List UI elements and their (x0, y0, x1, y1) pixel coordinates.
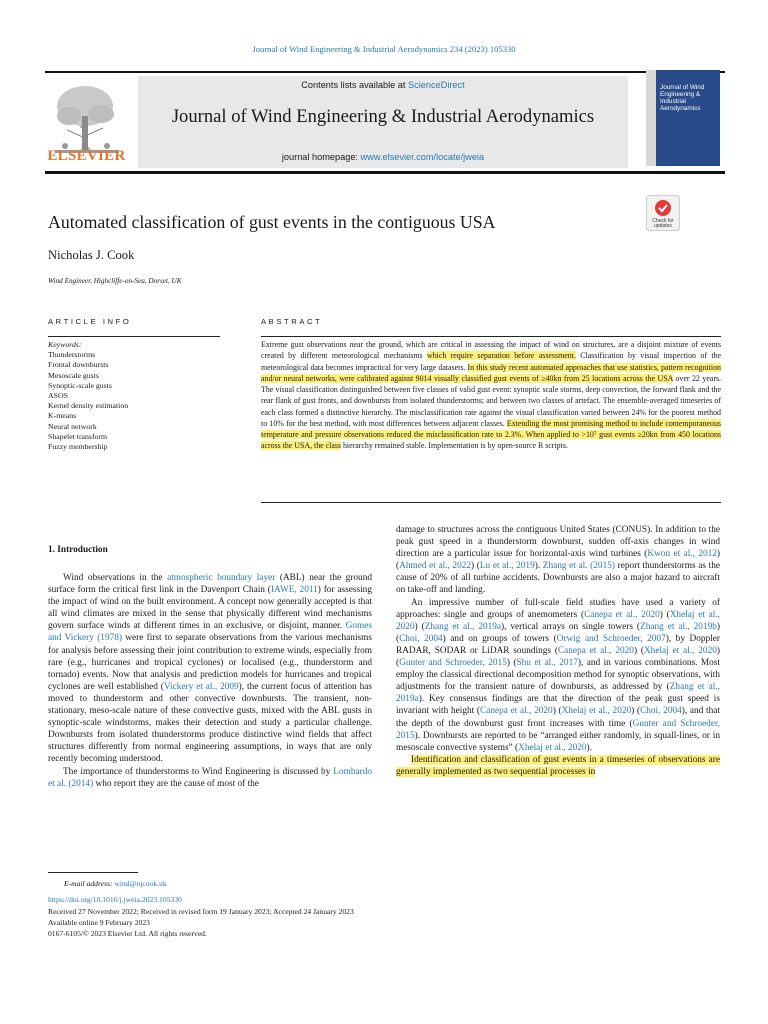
citation-link[interactable]: Kwon et al., 2012 (647, 549, 717, 560)
citation-link[interactable]: Orwig and Schroeder, 2007 (556, 633, 666, 644)
highlighted-text: Identification and classification of gust events in a timeseries of observations are generally implemented as two sequential processes in (396, 754, 720, 777)
citation-link[interactable]: Choi, 2004 (640, 706, 682, 717)
sciencedirect-link[interactable]: ScienceDirect (408, 80, 465, 90)
text-run: ) ( (471, 561, 480, 572)
contents-prefix: Contents lists available at (301, 80, 409, 90)
citation-link[interactable]: Xhelaj et al., 2020 (396, 609, 720, 632)
text-run: ), the current focus of attention has moved to thunderstorm and other convective downbursts. The transient, non-stationary, meso-scale nature of these convective gusts, mixed with the ABL gusts in synoptic-scale windstorms, makes their detection and study a particular challenge. Downbursts from isolated thunderstorms produce distinctive wind fields that affect structures differently from normal engineering assumptions, in ways that are only recently becoming understood. (48, 681, 372, 765)
text-run: ) and on groups of towers ( (442, 633, 557, 644)
citation-link[interactable]: Canepa et al., 2020 (480, 706, 553, 717)
email-line (48, 878, 548, 889)
keywords-list (48, 340, 128, 452)
citation-link[interactable]: Zhang et al. (2015) (542, 561, 615, 572)
citation-link[interactable]: Shu et al., 2017 (516, 658, 578, 669)
text-run: ) ( (552, 706, 562, 717)
homepage-prefix: journal homepage: (281, 152, 361, 162)
header-bottom-rule (45, 171, 725, 174)
text-run: ) ( (633, 645, 644, 656)
text-run: ) ( (659, 609, 670, 620)
journal-homepage-link[interactable]: www.elsevier.com/locate/jweia (360, 152, 485, 162)
abstract-highlight: In this study recent automated approaches that use statistics, pattern recognition and/or neural networks, were calibrated against 9014 visually classified gust events of ≥40kn from 25 locations across the USA (261, 362, 721, 383)
contents-line (138, 80, 628, 90)
citation-link[interactable]: Gunter and Schroeder, 2015 (399, 658, 507, 669)
citation-link[interactable]: Xhelaj et al., 2020 (643, 645, 717, 656)
keyword: Kernel density estimation (48, 401, 129, 411)
article-info-heading: ARTICLE INFO (48, 317, 132, 326)
text-run: report thunderstorms as the cause of 20% of all turbine accidents. Downbursts are also a major hazard to aircraft on take-off and landing. (396, 561, 720, 596)
citation-link[interactable]: Gomes and Vickery (1978) (48, 621, 372, 644)
abstract-highlight: Extending the most promising method to include contemporaneous temperature and pressure observations reduced the misclassification rate to 2.3%. When applied to >10⁷ gust events ≥20kn from 450 locations across the USA, the class (261, 418, 722, 451)
keyword: Shapelet transform (48, 431, 108, 441)
citation-link[interactable]: Vickery et al., 2009 (163, 681, 239, 692)
text-run: Wind observations in the (63, 573, 168, 583)
citation-link[interactable]: Zhang et al., 2019a (424, 621, 502, 632)
text-run: ) for assessing the impact of wind on the built environment. A concept now generally accepted is that all wind climates are mixed in the sense that physically different wind mechanisms govern surface winds at different times in an exclusive, or disjoint, manner. (48, 585, 372, 632)
paragraph (396, 597, 720, 754)
text-run: ) ( (396, 645, 720, 669)
author-email-link[interactable]: wind@njcook.uk (114, 879, 167, 888)
citation-link[interactable]: Ahmed et al., 2022 (399, 561, 472, 572)
body-column-right (396, 524, 720, 778)
text-run: ). (586, 742, 592, 753)
article-footer (48, 878, 548, 939)
keyword: Neural network (48, 421, 97, 431)
text-run: ). Key consensus findings are that the direction of the peak gust speed is invariant with height ( (396, 694, 720, 717)
abstract-rule (261, 336, 721, 337)
text-run: The importance of thunderstorms to Wind Engineering is discussed by (63, 766, 334, 777)
text-run: damage to structures across the contiguous United States (CONUS). In addition to the peak gust speed in a thunderstorm downburst, sudden off-axis changes in wind direction are a particular issue for horizontal-axis wind turbines ( (396, 525, 720, 560)
keyword: ASOS (48, 391, 68, 401)
section-heading-introduction: 1. Introduction (48, 545, 108, 555)
check-for-updates-icon[interactable] (646, 195, 680, 231)
abstract-part: Extreme gust observations near the ground, which are critical in assessing the impact of wind on structures, are a disjoint mixture of events created by different meteorological mechanisms (261, 340, 721, 361)
citation-link[interactable]: Zhang et al., 2019b (640, 621, 717, 632)
text-run: (ABL) near the ground surface form the critical first link in the Davenport Chain ( (48, 573, 372, 596)
paragraph (48, 766, 372, 790)
received-dates: Received 27 November 2022; Received in revised form 19 January 2023; Accepted 24 January 2023 (48, 906, 354, 916)
keyword: Frontal downbursts (48, 360, 109, 370)
citation-link[interactable]: Canepa et al., 2020 (584, 609, 660, 620)
citation-link[interactable]: IAWE, 2011 (270, 585, 318, 596)
citation-link[interactable]: Lu et al., 2019 (479, 561, 535, 572)
homepage-line (138, 152, 628, 162)
citation-link[interactable]: Xhelaj et al., 2020 (518, 742, 587, 753)
available-online: Available online 9 February 2023 (48, 917, 150, 927)
paragraph (396, 524, 720, 597)
text-run: ), and in various combinations. Most employ the classical directional decomposition method for synoptic observations, with adjustments for the transient nature of downbursts, as addressed by ( (396, 658, 720, 693)
keywords-label: Keywords: (48, 340, 82, 349)
paragraph (396, 754, 720, 778)
cover-strip (646, 70, 656, 166)
text-run: An impressive number of full-scale field studies have used a variety of approaches: single and groups of anemometers ( (396, 597, 720, 620)
email-label: E-mail address: (64, 879, 115, 888)
copyright: 0167-6105/© 2023 Elsevier Ltd. All rights reserved. (48, 929, 207, 939)
text-run: ). (534, 561, 543, 572)
body-column-left (48, 572, 372, 790)
header-top-rule (45, 71, 725, 73)
abstract-part: hierarchy remained stable. Implementation is by open-source R scripts. (341, 441, 568, 451)
text-run: ) ( (631, 706, 641, 717)
text-run: ) ( (414, 621, 425, 632)
footnote-rule (48, 872, 138, 873)
citation-link[interactable]: Choi, 2004 (399, 633, 443, 644)
abstract-highlight: which require separation before assessment. (427, 351, 576, 361)
paragraph (48, 572, 372, 766)
text-run: ). Downbursts are reported to be “arranged either randomly, in squall-lines, or in mesoscale convective systems” ( (396, 730, 720, 753)
abstract-bottom-rule (261, 502, 721, 503)
citation-link[interactable]: Gunter and Schroeder, 2015 (396, 718, 720, 741)
elsevier-wordmark: ELSEVIER (47, 148, 126, 164)
abstract-heading: ABSTRACT (261, 317, 323, 326)
citation-link[interactable]: Canepa et al., 2020 (557, 645, 634, 656)
abstract-part: Classification by visual inspection of the meteorological data becomes impractical for very large datasets. (261, 351, 721, 372)
svg-text:updates: updates (654, 223, 672, 229)
citation-link[interactable]: Lombardo et al. (2014) (48, 766, 372, 789)
svg-text:Check for: Check for (652, 218, 674, 224)
citation-link[interactable]: atmospheric boundary layer (167, 573, 276, 583)
keyword: Thunderstorms (48, 350, 96, 360)
author-name: Nicholas J. Cook (48, 248, 135, 262)
abstract-text (261, 339, 721, 452)
text-run: ), by Doppler RADAR, SODAR or LiDAR soundings ( (396, 633, 720, 656)
keyword: Mesoscale gusts (48, 370, 99, 380)
text-run: ) ( (506, 658, 517, 669)
journal-cover-image[interactable] (646, 70, 720, 166)
text-run: ) ( (396, 549, 720, 572)
doi-link[interactable]: https://doi.org/10.1016/j.jweia.2023.105330 (48, 895, 182, 905)
journal-citation[interactable]: Journal of Wind Engineering & Industrial Aerodynamics 234 (2023) 105330 (252, 44, 516, 54)
article-title: Automated classification of gust events in the contiguous USA (48, 212, 496, 232)
abstract-part: over 22 years. The visual classification distinguished between five classes of valid gust event: synoptic scale storms, deep convection, the forward flank and the rear flank of gust fronts, and downbursts from isolated thunderstorms; and between two classes of artefact. The ensemble-averaged timeseries of each class formed a distinctive hierarchy. The misclassification rate against the visual classification varied between 24% for the poorest method to 10% for the best method, with most differences between adjacent classes. (261, 373, 721, 428)
journal-title: Journal of Wind Engineering & Industrial Aerodynamics (171, 106, 595, 127)
citation-link[interactable]: Zhang et al., 2019a (396, 682, 720, 705)
citation-link[interactable]: Xhelaj et al., 2020 (561, 706, 632, 717)
text-run: ), vertical arrays on single towers ( (501, 621, 641, 632)
cover-title: Journal of Wind Engineering & Industrial Aerodynamics (660, 84, 705, 112)
article-info-rule (48, 336, 220, 337)
author-affiliation: Wind Engineer, Highcliffe-on-Sea, Dorset, UK (48, 277, 182, 285)
text-run: were first to separate observations from the various mechanisms for analysis before assessing their joint contribution to extreme winds, especially from rare (e.g., hurricanes and tropical cyclones) or localised (e.g., thunderstorm and tornado) events. Now that analysis and prediction models for hurricanes and tropical cyclones are well established ( (48, 633, 373, 692)
keyword: K-means (48, 411, 77, 421)
keyword: Synoptic-scale gusts (48, 380, 112, 390)
keyword: Fuzzy membership (48, 442, 108, 452)
text-run: who report they are the cause of most of the (93, 778, 259, 789)
text-run: ) ( (396, 621, 720, 644)
text-run: ), and that the depth of the downburst gust front increases with time ( (396, 706, 720, 729)
